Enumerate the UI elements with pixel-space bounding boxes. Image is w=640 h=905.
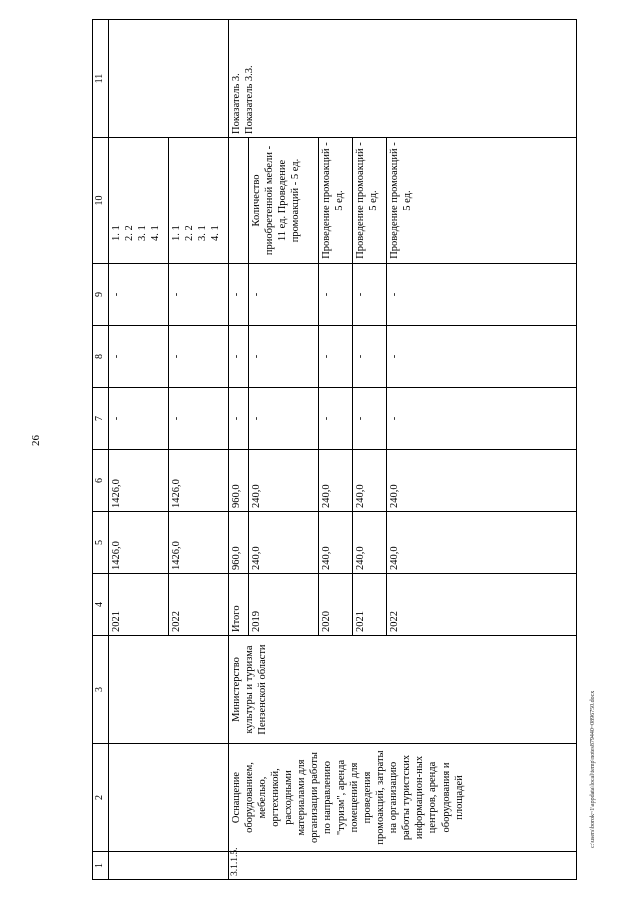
col-header-1: 1: [93, 852, 109, 880]
cell-empty: [108, 852, 228, 880]
col-header-6: 6: [93, 450, 109, 512]
year-cell: 2021: [352, 574, 386, 636]
value-cell: -: [386, 264, 576, 326]
value-cell: -: [108, 388, 168, 450]
list-item: 3. 1: [136, 225, 148, 241]
value-cell: -: [168, 388, 228, 450]
col-header-8: 8: [93, 326, 109, 388]
col-header-5: 5: [93, 512, 109, 574]
year-cell: 2021: [108, 574, 168, 636]
header-row: [93, 20, 109, 880]
value-cell: 1426,0: [168, 512, 228, 574]
year-cell: 2022: [386, 574, 576, 636]
item-executor: Министерство культуры и туризма Пензенской области: [228, 636, 576, 744]
year-cell: 2020: [318, 574, 352, 636]
result-cell: Проведение промоакций - 5 ед.: [386, 138, 576, 264]
value-cell: -: [228, 326, 248, 388]
item-indicators: Показатель 3. Показатель 3.3.: [228, 20, 576, 138]
col-header-3: 3: [93, 636, 109, 744]
rotated-page: [92, 20, 584, 880]
value-cell: 240,0: [352, 450, 386, 512]
list-item: 2. 2: [123, 225, 135, 241]
footer-path: c:\users\borok~1\appdata\local\temp\notes879440~0896750.docx: [590, 690, 596, 848]
value-cell: 240,0: [386, 512, 576, 574]
program-table: [92, 19, 577, 880]
value-cell: -: [318, 388, 352, 450]
col-header-4: 4: [93, 574, 109, 636]
value-cell: 240,0: [318, 450, 352, 512]
result-list: [168, 138, 228, 264]
col-header-10: 10: [93, 138, 109, 264]
col-header-9: 9: [93, 264, 109, 326]
cell-empty: [108, 20, 228, 138]
value-cell: -: [248, 326, 318, 388]
value-cell: -: [352, 264, 386, 326]
result-cell: Количество приобретенной мебели - 11 ед. Проведение промоакций - 5 ед.: [248, 138, 318, 264]
list-item: 3. 1: [196, 225, 208, 241]
value-cell: -: [168, 326, 228, 388]
value-cell: -: [228, 388, 248, 450]
list-item: 4. 1: [149, 225, 161, 241]
value-cell: -: [108, 326, 168, 388]
table-row: [228, 20, 248, 880]
result-cell: [228, 138, 248, 264]
table-row: [108, 20, 168, 880]
list-item: 1. 1: [170, 225, 182, 241]
item-description: Оснащение оборудованием, мебелью, оргтехникой, расходными материалами для организации работы по направлению "туризм", аренда помещений для проведения промоакций, затраты на организацию работы туристских информацион-ных центров, аренда оборудования и площадей: [228, 744, 576, 852]
year-cell: 2022: [168, 574, 228, 636]
value-cell: -: [248, 388, 318, 450]
value-cell: 240,0: [318, 512, 352, 574]
value-cell: 960,0: [228, 512, 248, 574]
list-item: 1. 1: [110, 225, 122, 241]
value-cell: 240,0: [352, 512, 386, 574]
value-cell: -: [228, 264, 248, 326]
cell-empty: [108, 744, 228, 852]
cell-empty: [108, 636, 228, 744]
col-header-11: 11: [93, 20, 109, 138]
value-cell: 240,0: [248, 512, 318, 574]
result-cell: Проведение промоакций - 5 ед.: [318, 138, 352, 264]
col-header-7: 7: [93, 388, 109, 450]
year-cell: 2019: [248, 574, 318, 636]
value-cell: 240,0: [386, 450, 576, 512]
list-item: 4. 1: [209, 225, 221, 241]
value-cell: -: [386, 388, 576, 450]
result-list: [108, 138, 168, 264]
list-item: 2. 2: [183, 225, 195, 241]
value-cell: -: [352, 326, 386, 388]
value-cell: -: [318, 326, 352, 388]
value-cell: -: [386, 326, 576, 388]
value-cell: -: [108, 264, 168, 326]
value-cell: 1426,0: [108, 512, 168, 574]
col-header-2: 2: [93, 744, 109, 852]
value-cell: 1426,0: [108, 450, 168, 512]
value-cell: -: [352, 388, 386, 450]
page-number: 26: [30, 435, 42, 446]
result-cell: Проведение промоакций - 5 ед.: [352, 138, 386, 264]
value-cell: -: [318, 264, 352, 326]
value-cell: 1426,0: [168, 450, 228, 512]
item-number: 3.1.1.5.: [228, 852, 576, 880]
year-cell: Итого: [228, 574, 248, 636]
value-cell: -: [248, 264, 318, 326]
value-cell: 240,0: [248, 450, 318, 512]
value-cell: 960,0: [228, 450, 248, 512]
value-cell: -: [168, 264, 228, 326]
